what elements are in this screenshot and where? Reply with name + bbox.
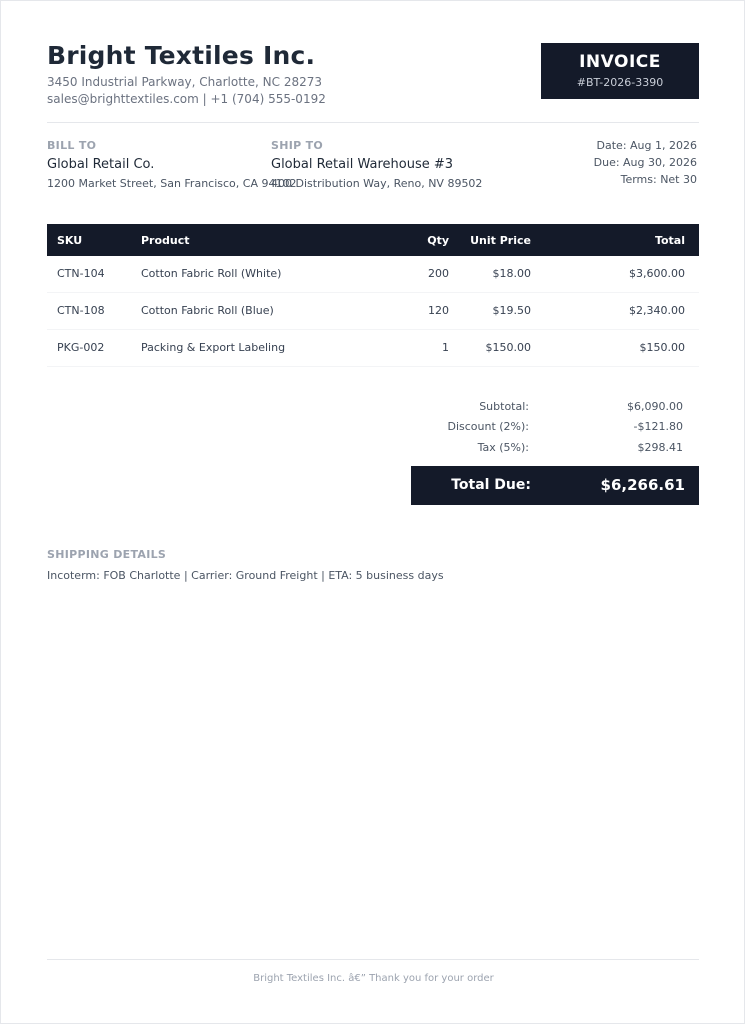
header-product: Product bbox=[141, 234, 190, 247]
footer-text: Bright Textiles Inc. â€” Thank you for your order bbox=[253, 973, 494, 984]
invoice-due-date: Due: Aug 30, 2026 bbox=[593, 156, 697, 169]
header-unit-price: Unit Price bbox=[470, 234, 531, 247]
header-sku: SKU bbox=[57, 234, 83, 247]
cell-qty: 1 bbox=[442, 341, 449, 354]
cell-sku: CTN-108 bbox=[57, 304, 105, 317]
seller-address: 3450 Industrial Parkway, Charlotte, NC 28273 bbox=[47, 75, 322, 89]
discount-value: -$121.80 bbox=[633, 420, 683, 433]
cell-product: Cotton Fabric Roll (White) bbox=[141, 267, 282, 280]
invoice-number: #BT-2026-3390 bbox=[576, 76, 664, 89]
seller-name: Bright Textiles Inc. bbox=[47, 41, 316, 70]
cell-unit-price: $150.00 bbox=[485, 341, 531, 354]
table-row bbox=[47, 293, 699, 330]
header-divider bbox=[47, 122, 699, 123]
line-items-header bbox=[47, 224, 699, 256]
cell-qty: 120 bbox=[428, 304, 449, 317]
ship-to-name: Global Retail Warehouse #3 bbox=[271, 157, 454, 172]
cell-unit-price: $18.00 bbox=[492, 267, 531, 280]
cell-product: Cotton Fabric Roll (Blue) bbox=[141, 304, 274, 317]
cell-total: $3,600.00 bbox=[629, 267, 685, 280]
table-row bbox=[47, 330, 699, 367]
footer-divider bbox=[47, 959, 699, 960]
payment-terms: Terms: Net 30 bbox=[620, 173, 697, 186]
tax-label: Tax (5%): bbox=[477, 441, 529, 454]
cell-total: $150.00 bbox=[639, 341, 685, 354]
cell-product: Packing & Export Labeling bbox=[141, 341, 286, 354]
invoice-badge bbox=[541, 43, 699, 99]
header-qty: Qty bbox=[427, 234, 449, 247]
cell-sku: CTN-104 bbox=[57, 267, 105, 280]
invoice-label: INVOICE bbox=[579, 52, 661, 72]
total-due-label: Total Due: bbox=[451, 477, 531, 493]
table-row bbox=[47, 256, 699, 293]
cell-unit-price: $19.50 bbox=[492, 304, 531, 317]
subtotal-value: $6,090.00 bbox=[627, 400, 683, 413]
ship-to-address: 400 Distribution Way, Reno, NV 89502 bbox=[271, 177, 483, 190]
subtotal-label: Subtotal: bbox=[479, 400, 529, 413]
bill-to-name: Global Retail Co. bbox=[47, 157, 155, 172]
ship-to-label: SHIP TO bbox=[271, 139, 324, 152]
tax-value: $298.41 bbox=[637, 441, 683, 454]
discount-label: Discount (2%): bbox=[447, 420, 529, 433]
invoice-date: Date: Aug 1, 2026 bbox=[596, 139, 697, 152]
cell-total: $2,340.00 bbox=[629, 304, 685, 317]
shipping-details-label: SHIPPING DETAILS bbox=[47, 548, 167, 561]
cell-sku: PKG-002 bbox=[57, 341, 105, 354]
bill-to-label: BILL TO bbox=[47, 139, 97, 152]
total-due-box bbox=[411, 466, 699, 505]
shipping-details-text: Incoterm: FOB Charlotte | Carrier: Ground Freight | ETA: 5 business days bbox=[47, 569, 444, 582]
cell-qty: 200 bbox=[428, 267, 449, 280]
total-due-value: $6,266.61 bbox=[600, 476, 685, 494]
header-total: Total bbox=[654, 234, 685, 247]
bill-to-address: 1200 Market Street, San Francisco, CA 94102 bbox=[47, 177, 297, 190]
seller-contact: sales@brighttextiles.com | +1 (704) 555-0192 bbox=[47, 92, 326, 106]
